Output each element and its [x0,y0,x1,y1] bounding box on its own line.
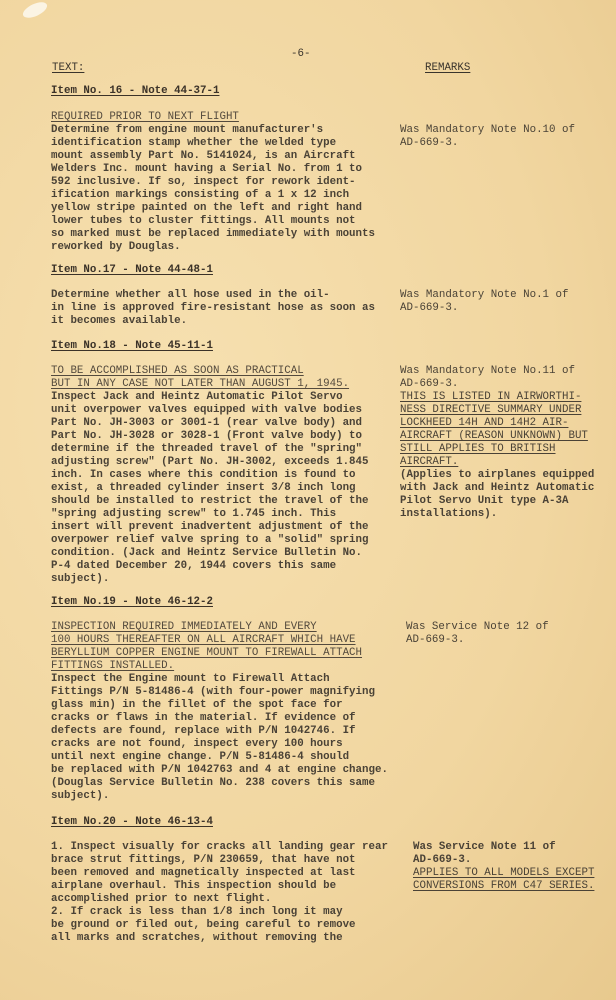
item-16-heading: Item No. 16 - Note 44-37-1 [51,85,220,97]
text-column-header: TEXT: [52,62,85,74]
item-18-heading: Item No.18 - Note 45-11-1 [51,340,213,352]
item-20-heading: Item No.20 - Note 46-13-4 [51,816,213,828]
item-18-remarks: Was Mandatory Note No.11 of AD-669-3. [400,365,575,390]
item-18-body: Inspect Jack and Heintz Automatic Pilot Servo unit overpower valves equipped with valve bodies Part No. JH-3003 or 3001-1 (rear valve body) and Part No. JH-3028 or 3028-1 (Front valve body) to determine if the threaded travel of the "spring" adjusting screw" (Part No. JH-3002, exceeds 1.845 inch. In cases where this condition is found to exist, a threaded cylinder insert 3/8 inch long should be installed to restrict the travel of the "spring adjusting screw" to 1.745 inch. This insert will prevent inadvertent adjustment of the overpower relief valve spring to a "solid" spring condition. (Jack and Heintz Service Bulletin No. P-4 dated December 20, 1944 covers this same subject). [51,391,369,585]
remarks-column-header: REMARKS [425,62,471,74]
item-20-remarks: Was Service Note 11 of AD-669-3. [413,841,556,866]
item-16-body: Determine from engine mount manufacturer's identification stamp whether the welded type mount assembly Part No. 5141024, is an Aircraft Welders Inc. mount having a Serial No. from 1 to 592 inclusive. If so, inspect for rework ident- ification markings consisting of a 1 x 12 inch yellow stripe painted on the left and right hand lower tubes to cluster fittings. All mounts not so marked must be replaced immediately with mounts reworked by Douglas. [51,124,375,253]
item-20-body: 1. Inspect visually for cracks all landing gear rear brace strut fittings, P/N 230659, that have not been removed and magnetically inspected at last airplane overhaul. This inspection should be accomplished prior to next flight. 2. If crack is less than 1/8 inch long it may be ground or filed out, being careful to remove all marks and scratches, without removing the [51,841,388,944]
item-17-heading: Item No.17 - Note 44-48-1 [51,264,213,276]
item-19-requirement: INSPECTION REQUIRED IMMEDIATELY AND EVERY 100 HOURS THEREAFTER ON ALL AIRCRAFT WHICH HAVE BERYLLIUM COPPER ENGINE MOUNT TO FIREWALL ATTACH FITTINGS INSTALLED. [51,621,363,672]
page-number: -6- [291,48,311,60]
item-16-remarks: Was Mandatory Note No.10 of AD-669-3. [400,124,575,149]
item-18-remarks-underlined: THIS IS LISTED IN AIRWORTHI- NESS DIRECTIVE SUMMARY UNDER LOCKHEED 14H AND 14H2 AIR- AIRCRAFT (REASON UNKNOWN) BUT STILL APPLIES TO BRITISH AIRCRAFT. [400,391,588,468]
item-19-body: Inspect the Engine mount to Firewall Attach Fittings P/N 5-81486-4 (with four-power magnifying glass min) in the fillet of the spot face for cracks or flaws in the material. If evidence of defects are found, replace with P/N 1042746. If cracks are not found, inspect every 100 hours until next engine change. P/N 5-81486-4 should be replaced with P/N 1042763 and 4 at engine change. (Douglas Service Bulletin No. 238 covers this same subject). [51,673,388,802]
torn-corner [21,0,50,21]
item-20-remarks-underlined: APPLIES TO ALL MODELS EXCEPT CONVERSIONS FROM C47 SERIES. [413,867,595,892]
item-19-remarks: Was Service Note 12 of AD-669-3. [406,621,549,646]
item-19-heading: Item No.19 - Note 46-12-2 [51,596,213,608]
item-17-remarks: Was Mandatory Note No.1 of AD-669-3. [400,289,569,314]
item-16-requirement: REQUIRED PRIOR TO NEXT FLIGHT [51,111,239,123]
item-17-body: Determine whether all hose used in the oil- in line is approved fire-resistant hose as soon as it becomes available. [51,289,375,327]
item-18-remarks-note: (Applies to airplanes equipped with Jack and Heintz Automatic Pilot Servo Unit type A-3A installations). [400,469,595,520]
item-18-requirement: TO BE ACCOMPLISHED AS SOON AS PRACTICAL BUT IN ANY CASE NOT LATER THAN AUGUST 1, 1945. [51,365,350,390]
